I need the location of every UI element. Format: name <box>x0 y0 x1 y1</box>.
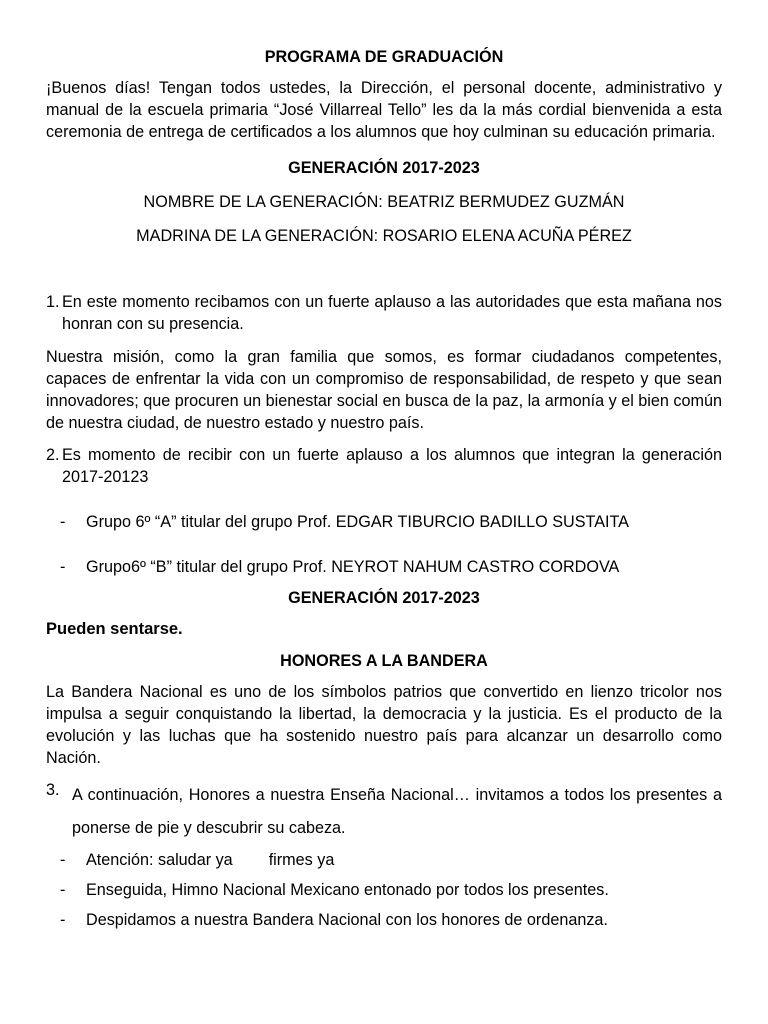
bullet-dash: - <box>60 851 66 869</box>
intro-paragraph: ¡Buenos días! Tengan todos ustedes, la Dirección, el personal docente, administrativo y manual de la escuela primaria “José Villarreal Tello” les da la más cordial bienvenida a esta ceremonia de entrega de certificados a los alumnos que hoy culminan su educación primaria. <box>46 79 722 141</box>
generacion-heading: GENERACIÓN 2017-2023 <box>288 159 480 177</box>
list-item-2 <box>46 444 722 488</box>
sub-item-text <box>86 849 722 871</box>
list-text: Es momento de recibir con un fuerte aplauso a los alumnos que integran la generación 2017-20123 <box>62 446 722 486</box>
bullet-dash: - <box>60 558 66 576</box>
bandera-paragraph: La Bandera Nacional es uno de los símbolos patrios que convertido en lienzo tricolor nos impulsa a seguir conquistando la libertad, la democracia y la justicia. Es el producto de la evolución y las luchas que ha sostenido nuestro país para alcanzar un desarrollo como Nación. <box>46 683 722 767</box>
bullet-dash: - <box>60 881 66 899</box>
grupo-b-text: Grupo6º “B” titular del grupo Prof. NEYROT NAHUM CASTRO CORDOVA <box>86 558 620 576</box>
generacion-heading-2: GENERACIÓN 2017-2023 <box>288 589 480 607</box>
nombre-generacion: NOMBRE DE LA GENERACIÓN: BEATRIZ BERMUDEZ GUZMÁN <box>143 193 625 211</box>
grupo-a-item <box>46 511 722 533</box>
bullet-dash: - <box>60 911 66 929</box>
madrina-generacion: MADRINA DE LA GENERACIÓN: ROSARIO ELENA ACUÑA PÉREZ <box>136 227 632 245</box>
sub-item-1 <box>46 849 722 871</box>
mision-paragraph: Nuestra misión, como la gran familia que somos, es formar ciudadanos competentes, capaces de enfrentar la vida con un compromiso de responsabilidad, de respeto y que sean innovadores; que procuren un bienestar social en busca de la paz, la armonía y el bien común de nuestra ciudad, de nuestro estado y nuestro país. <box>46 348 722 432</box>
sub-item-3 <box>46 909 722 931</box>
list-item-3 <box>46 779 722 845</box>
sub-item-2 <box>46 879 722 901</box>
list-text: A continuación, Honores a nuestra Enseña Nacional… invitamos a todos los presentes a ponerse de pie y descubrir su cabeza. <box>72 786 722 837</box>
list-number: 2. <box>46 446 60 464</box>
sub-item-text-part-1: Atención: saludar ya <box>86 851 233 869</box>
honores-heading: HONORES A LA BANDERA <box>280 652 488 670</box>
bullet-dash: - <box>60 513 66 531</box>
document-title: PROGRAMA DE GRADUACIÓN <box>264 48 504 66</box>
pueden-sentarse: Pueden sentarse. <box>46 620 183 638</box>
list-text: En este momento recibamos con un fuerte aplauso a las autoridades que esta mañana nos honran con su presencia. <box>62 293 722 333</box>
list-item-1 <box>46 291 722 335</box>
sub-item-text: Enseguida, Himno Nacional Mexicano entonado por todos los presentes. <box>86 881 609 899</box>
grupo-a-text: Grupo 6º “A” titular del grupo Prof. EDGAR TIBURCIO BADILLO SUSTAITA <box>86 513 629 531</box>
list-number: 1. <box>46 293 60 311</box>
grupo-b-item <box>46 556 722 578</box>
list-number: 3. <box>46 781 60 799</box>
sub-item-text-part-2: firmes ya <box>268 851 335 869</box>
sub-item-text: Despidamos a nuestra Bandera Nacional con los honores de ordenanza. <box>86 911 608 929</box>
